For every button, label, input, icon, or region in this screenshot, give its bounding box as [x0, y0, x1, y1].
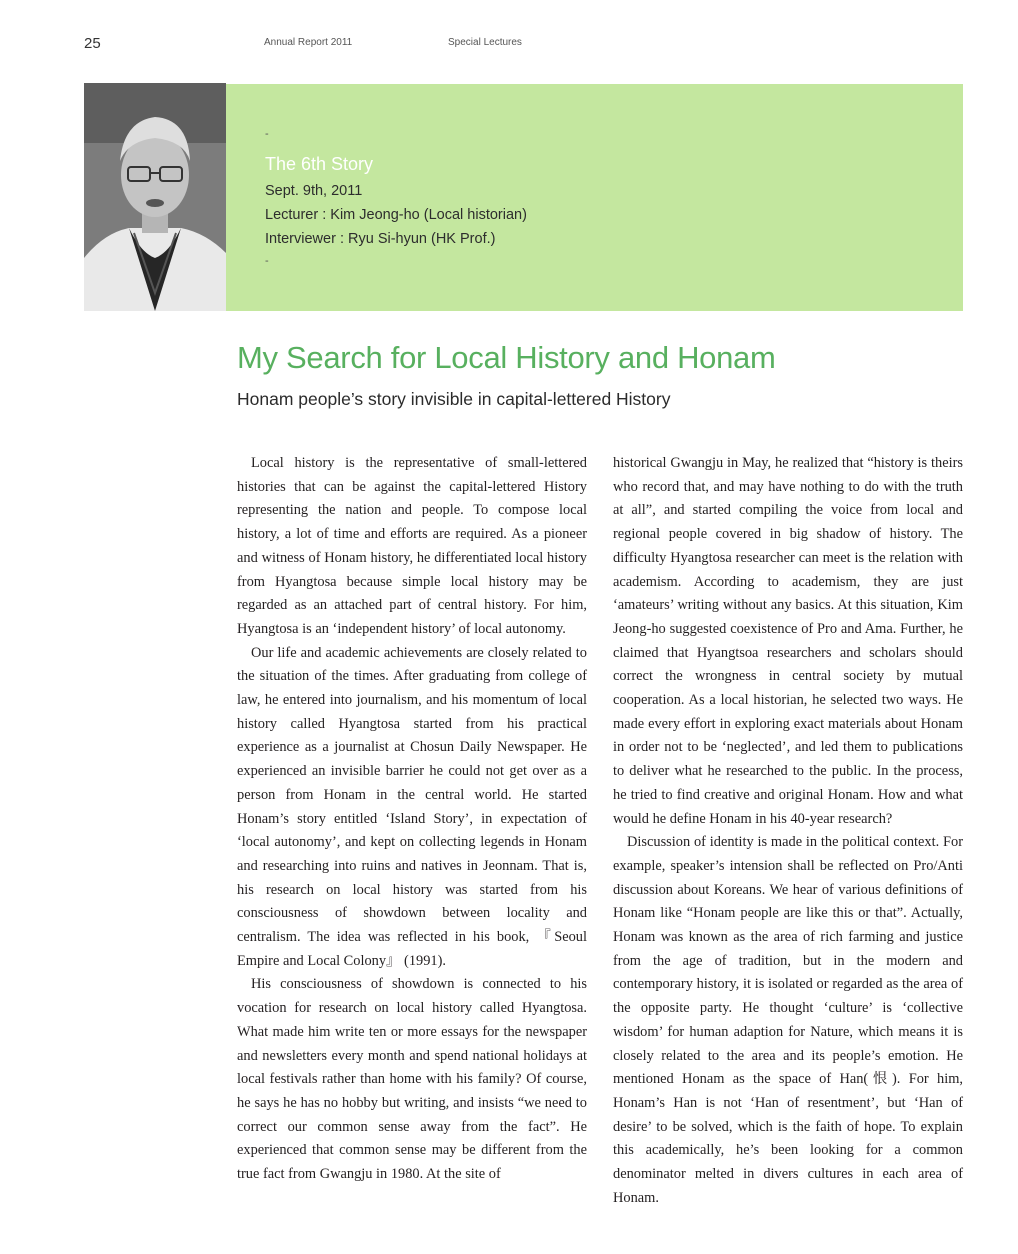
- story-number: The 6th Story: [265, 154, 374, 174]
- portrait-illustration: [84, 83, 226, 311]
- article-title: My Search for Local History and Honam: [237, 340, 776, 375]
- paragraph: historical Gwangju in May, he realized that “history is theirs who record that, and may have nothing to do with the truth at all”, and started compiling the voice from local and regional people covered in big shadow of history. The difficulty Hyangtosa researcher can meet is the relation with academism. According to academism, they are just ‘amateurs’ writing without any basics. At this situation, Kim Jeong-ho suggested coexistence of Pro and Ama. Further, he claimed that Hyangtsoa researchers and scholars should correct the wrongness in central society by mutual cooperation. As a local historian, he selected two ways. He made every effort in exploring exact materials about Honam in order not to be ‘neglected’, and led them to publications to deliver what he researched to the public. In the process, he tried to find creative and original Honam. How and what would he define Honam in his 40-year research?: [613, 455, 963, 827]
- body-column-left: [237, 452, 587, 1187]
- lecturer-name: Lecturer : Kim Jeong-ho (Local historian): [265, 207, 527, 223]
- info-dash-bottom: -: [265, 255, 269, 267]
- page-number: 25: [84, 35, 101, 52]
- interviewer-name: Interviewer : Ryu Si-hyun (HK Prof.): [265, 231, 496, 247]
- portrait-photo-icon: [84, 83, 226, 311]
- article-subtitle: Honam people’s story invisible in capital-lettered History: [237, 389, 671, 409]
- paragraph: Local history is the representative of small-lettered histories that can be against the capital-lettered History representing the nation and people. To compose local history, a lot of time and efforts are required. As a pioneer and witness of Honam history, he differentiated local history from Hyangtosa because simple local history may be regarded as an attached part of central history. For him, Hyangtosa is an ‘independent history’ of local autonomy.: [237, 455, 587, 637]
- info-dash-top: -: [265, 128, 269, 140]
- running-header-section: Special Lectures: [448, 37, 522, 48]
- paragraph: His consciousness of showdown is connected to his vocation for research on local history called Hyangtosa. What made him write ten or more essays for the newspaper and newsletters every month and spend national holidays at local festivals rather than home with his family? Of course, he says he has no hobby but writing, and insists “we need to correct our common sense away from the fact”. He experienced that common sense may be different from the true fact from Gwangju in 1980. At the site of: [237, 976, 587, 1183]
- paragraph: Discussion of identity is made in the political context. For example, speaker’s intension shall be reflected on Pro/Anti discussion about Koreans. We hear of various definitions of Honam like “Honam people are like this or that”. Actually, Honam was known as the area of rich farming and justice from the age of tradition, but in the modern and contemporary history, it is isolated or regarded as the area of the opposite party. He thought ‘culture’ is ‘collective wisdom’ for human adaption for Nature, which means it is closely related to the area and its people’s emotion. He mentioned Honam as the space of Han(恨). For him, Honam’s Han is not ‘Han of resentment’, but ‘Han of desire’ to be solved, which is the faith of hope. To explain this academically, he’s been looking for a common denominator melted in divers cultures in each area of Honam.: [613, 834, 963, 1206]
- running-header-report: Annual Report 2011: [264, 37, 353, 48]
- lecture-date: Sept. 9th, 2011: [265, 183, 363, 199]
- paragraph: Our life and academic achievements are closely related to the situation of the times. After graduating from college of law, he entered into journalism, and his momentum of local history called Hyangtosa started from his practical experience as a journalist at Chosun Daily Newspaper. He experienced an invisible barrier he could not get over as a person from Honam in the central world. He started Honam’s story entitled ‘Island Story’, in expectation of ‘local autonomy’, and kept on collecting legends in Honam and researching into ruins and natives in Jeonnam. That is, his research on local history was started from his consciousness of showdown between locality and centralism. The idea was reflected in his book, 『Seoul Empire and Local Colony』 (1991).: [237, 644, 587, 969]
- lecture-info-box: [226, 84, 963, 311]
- body-column-right: [613, 452, 963, 1211]
